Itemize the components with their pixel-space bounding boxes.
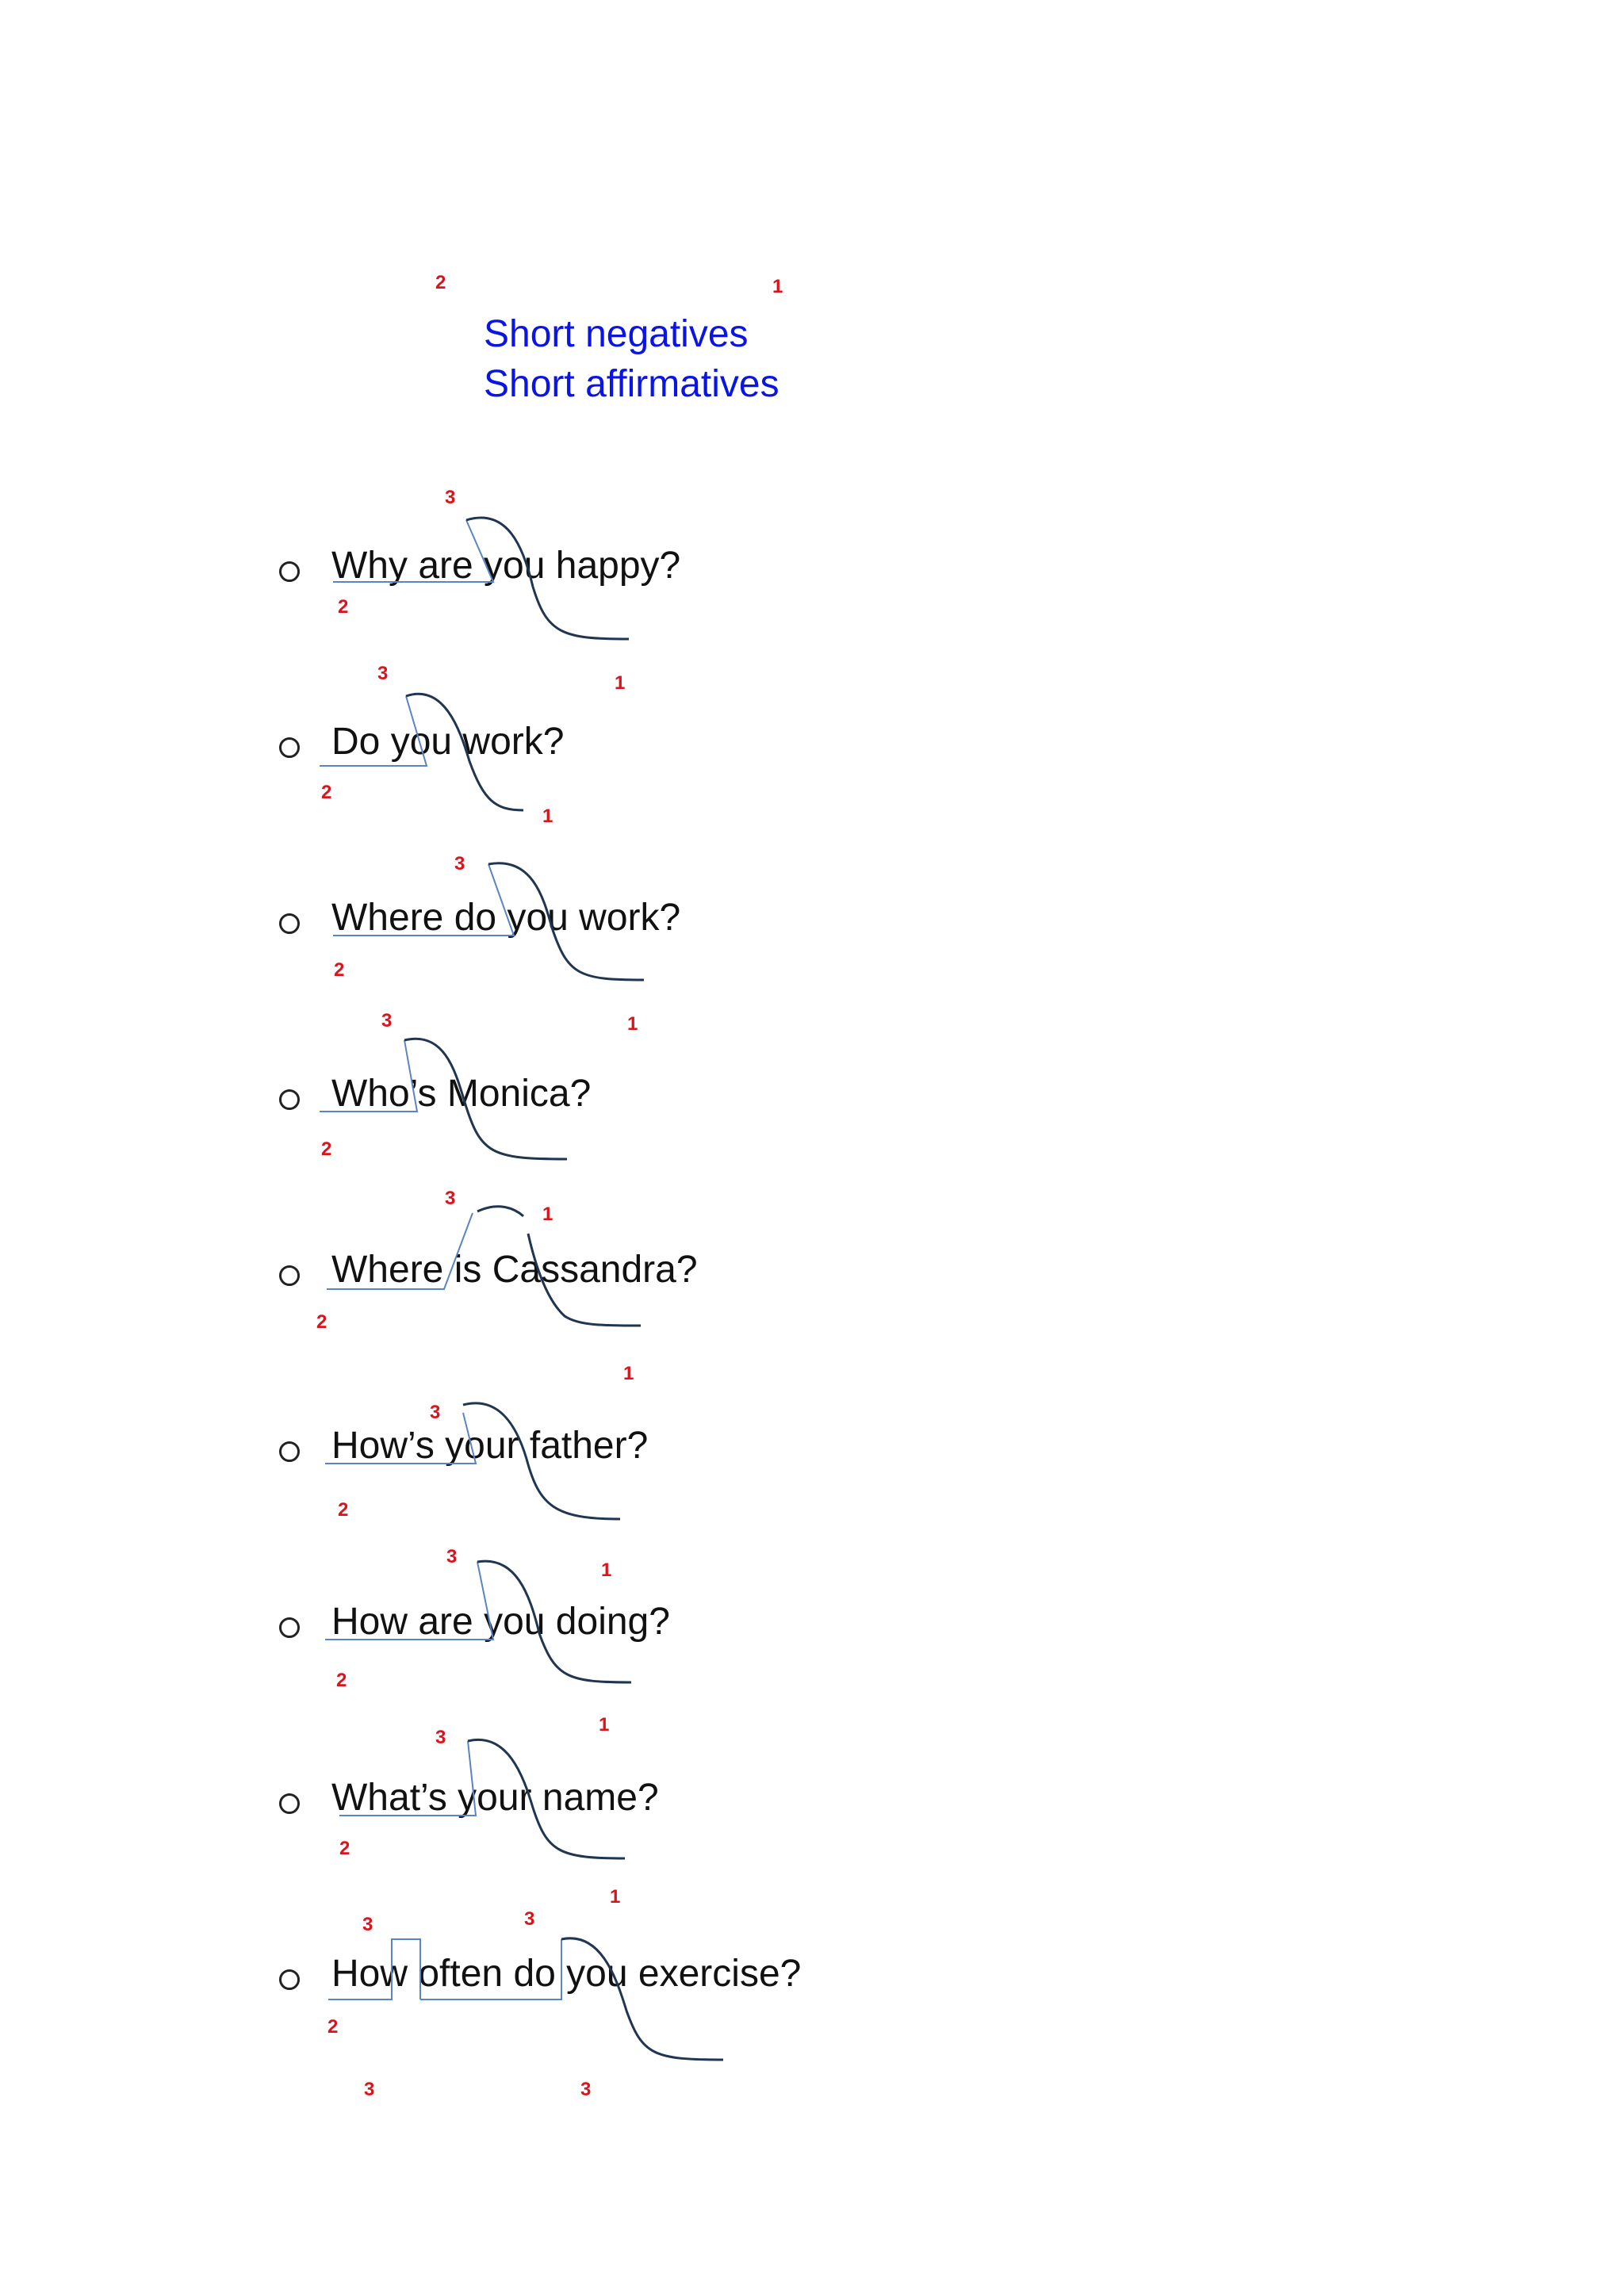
question-text: Where do you work? xyxy=(331,897,681,939)
heading-number-1: 1 xyxy=(772,276,783,297)
underline-mark xyxy=(327,1213,473,1289)
marker-number: 1 xyxy=(610,1886,621,1908)
marker-number: 1 xyxy=(542,1203,553,1225)
question-text: Where is Cassandra? xyxy=(331,1249,698,1291)
marker-number: 3 xyxy=(454,853,465,874)
marker-number: 2 xyxy=(321,1138,332,1160)
underline-mark xyxy=(333,864,514,936)
question-text: Do you work? xyxy=(331,721,565,763)
marker-number: 1 xyxy=(599,1714,610,1735)
marker-number: 3 xyxy=(362,1914,373,1935)
intonation-curve xyxy=(404,1039,567,1159)
underline-mark xyxy=(320,696,427,766)
marker-number: 3 xyxy=(445,1188,456,1209)
marker-number: 3 xyxy=(430,1402,441,1423)
marker-number: 1 xyxy=(615,672,626,694)
marker-number: 2 xyxy=(321,782,332,803)
marker-number: 1 xyxy=(542,806,553,827)
marker-number: 3 xyxy=(435,1727,446,1748)
question-text: What’s your name? xyxy=(331,1777,659,1819)
marker-number: 2 xyxy=(338,1499,349,1521)
question-text: How’s your father? xyxy=(331,1425,649,1467)
heading-short-affirmatives: Short affirmatives xyxy=(484,363,779,405)
intonation-curve xyxy=(477,1207,523,1216)
intonation-curve xyxy=(406,694,523,810)
marker-number: 3 xyxy=(580,2079,592,2100)
underline-mark xyxy=(325,1413,476,1464)
intonation-curve xyxy=(528,1234,641,1326)
marker-number: 2 xyxy=(338,596,349,618)
intonation-curve xyxy=(477,1561,631,1682)
marker-number: 1 xyxy=(601,1559,612,1581)
intonation-curve xyxy=(488,863,644,980)
marker-number: 2 xyxy=(336,1670,347,1691)
underline-mark xyxy=(325,1562,493,1640)
marker-number: 3 xyxy=(364,2079,375,2100)
intonation-curve xyxy=(561,1938,723,2060)
question-text: How are you doing? xyxy=(331,1601,670,1643)
marker-number: 2 xyxy=(327,2016,339,2038)
marker-number: 3 xyxy=(377,663,389,684)
intonation-curve xyxy=(466,518,629,639)
marker-number: 2 xyxy=(334,959,345,981)
heading-number-2: 2 xyxy=(435,272,446,293)
marker-number: 3 xyxy=(524,1908,535,1930)
marker-number: 1 xyxy=(623,1363,634,1384)
underline-mark xyxy=(328,1939,420,1999)
marker-number: 1 xyxy=(627,1013,638,1035)
question-text: Why are you happy? xyxy=(331,545,681,587)
underline-mark xyxy=(333,520,493,582)
question-text: Who’s Monica? xyxy=(331,1073,592,1115)
marker-number: 3 xyxy=(381,1010,393,1031)
heading-short-negatives: Short negatives xyxy=(484,313,749,355)
intonation-curve xyxy=(463,1403,620,1519)
underline-mark xyxy=(320,1040,417,1112)
marker-number: 2 xyxy=(339,1838,350,1859)
underline-mark xyxy=(339,1741,476,1816)
marker-number: 3 xyxy=(445,487,456,508)
marker-number: 3 xyxy=(446,1546,458,1567)
intonation-curve xyxy=(468,1739,625,1858)
underline-mark xyxy=(420,1939,561,1999)
question-text: How often do you exercise? xyxy=(331,1953,802,1995)
marker-number: 2 xyxy=(316,1311,327,1333)
